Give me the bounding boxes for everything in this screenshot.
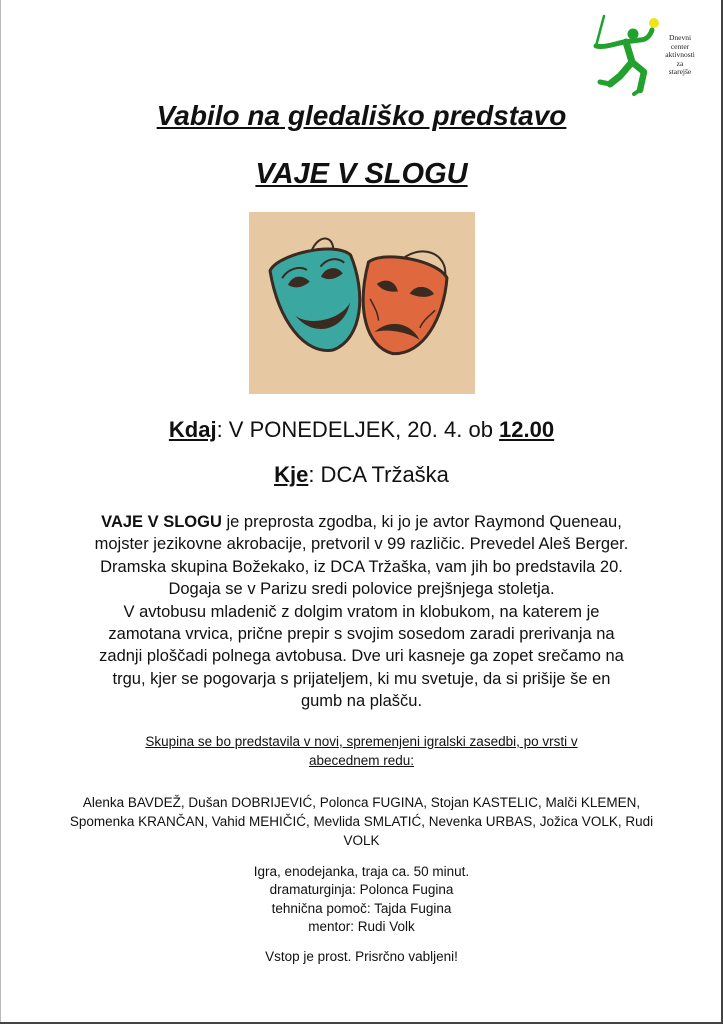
- cast-intro: [0, 732, 723, 770]
- description-line: VAJE V SLOGU je preprosta zgodba, ki jo je avtor Raymond Queneau,: [101, 513, 622, 531]
- play-description: [30, 511, 693, 713]
- cast-list-line: Alenka BAVDEŽ, Dušan DOBRIJEVIĆ, Polonca FUGINA, Stojan KASTELIC, Malči KLEMEN,: [82, 795, 641, 810]
- logo-line: center: [670, 41, 690, 51]
- description-line: Dogaja se v Parizu sredi polovice prejšnjega stoletja.: [168, 580, 555, 599]
- play-details: [0, 863, 723, 936]
- cast-list-line: Spomenka KRANČAN, Vahid MEHIČIĆ, Mevlida SMLATIĆ, Nevenka URBAS, Jožica VOLK, Rudi: [69, 814, 654, 829]
- cast-list-line: VOLK: [343, 833, 380, 848]
- description-line: zadnji ploščadi polnega avtobusa. Dve uri kasneje ga zopet srečamo na: [99, 647, 624, 666]
- details-line: tehnična pomoč: Tajda Fugina: [271, 900, 452, 916]
- description-line: mojster jezikovne akrobacije, pretvoril v 99 različic. Prevedel Aleš Berger.: [94, 535, 629, 554]
- details-line: Igra, enodejanka, traja ca. 50 minut.: [253, 864, 470, 879]
- cast-intro-line: Skupina se bo predstavila v novi, spremenjeni igralski zasedbi, po vrsti v: [145, 734, 578, 749]
- description-line: trgu, kjer se pogovarja s prijateljem, ki mu svetuje, da si prišije še en: [112, 669, 611, 688]
- entry-note: Vstop je prost. Prisrčno vabljeni!: [265, 949, 458, 964]
- cast-list: [0, 793, 723, 850]
- when-time: 12.00: [499, 417, 555, 442]
- description-line: V avtobusu mladenič z dolgim vratom in klobukom, na katerem je: [123, 602, 600, 621]
- logo-line: aktivnosti: [665, 50, 695, 59]
- when-label: Kdaj: [168, 417, 217, 442]
- description-line: Dramska skupina Božekako, iz DCA Tržaška, vam jih bo predstavila 20.: [100, 557, 623, 576]
- where-value: : DCA Tržaška: [308, 462, 449, 487]
- logo-line: Dnevni: [668, 33, 692, 42]
- logo-line: za: [676, 58, 684, 68]
- invitation-title: Vabilo na gledališko predstavo: [156, 100, 567, 131]
- event-when: [0, 417, 723, 443]
- where-label: Kje: [274, 462, 309, 487]
- details-line: mentor: Rudi Volk: [308, 918, 415, 934]
- description-line: zamotana vrvica, prične prepir s svojim sosedom zaradi prerivanja na: [108, 625, 615, 644]
- details-line: dramaturginja: Polonca Fugina: [269, 882, 454, 898]
- theater-masks-icon: [249, 212, 475, 394]
- description-lead: VAJE V SLOGU: [101, 513, 222, 531]
- cast-intro-line: abecednem redu:: [308, 753, 415, 768]
- logo-text: [657, 34, 703, 77]
- event-where: [0, 462, 723, 488]
- description-line: gumb na plašču.: [300, 692, 423, 711]
- logo-line: starejše: [668, 67, 692, 76]
- play-title: VAJE V SLOGU: [255, 158, 468, 190]
- when-value: : V PONEDELJEK, 20. 4. ob: [216, 417, 500, 442]
